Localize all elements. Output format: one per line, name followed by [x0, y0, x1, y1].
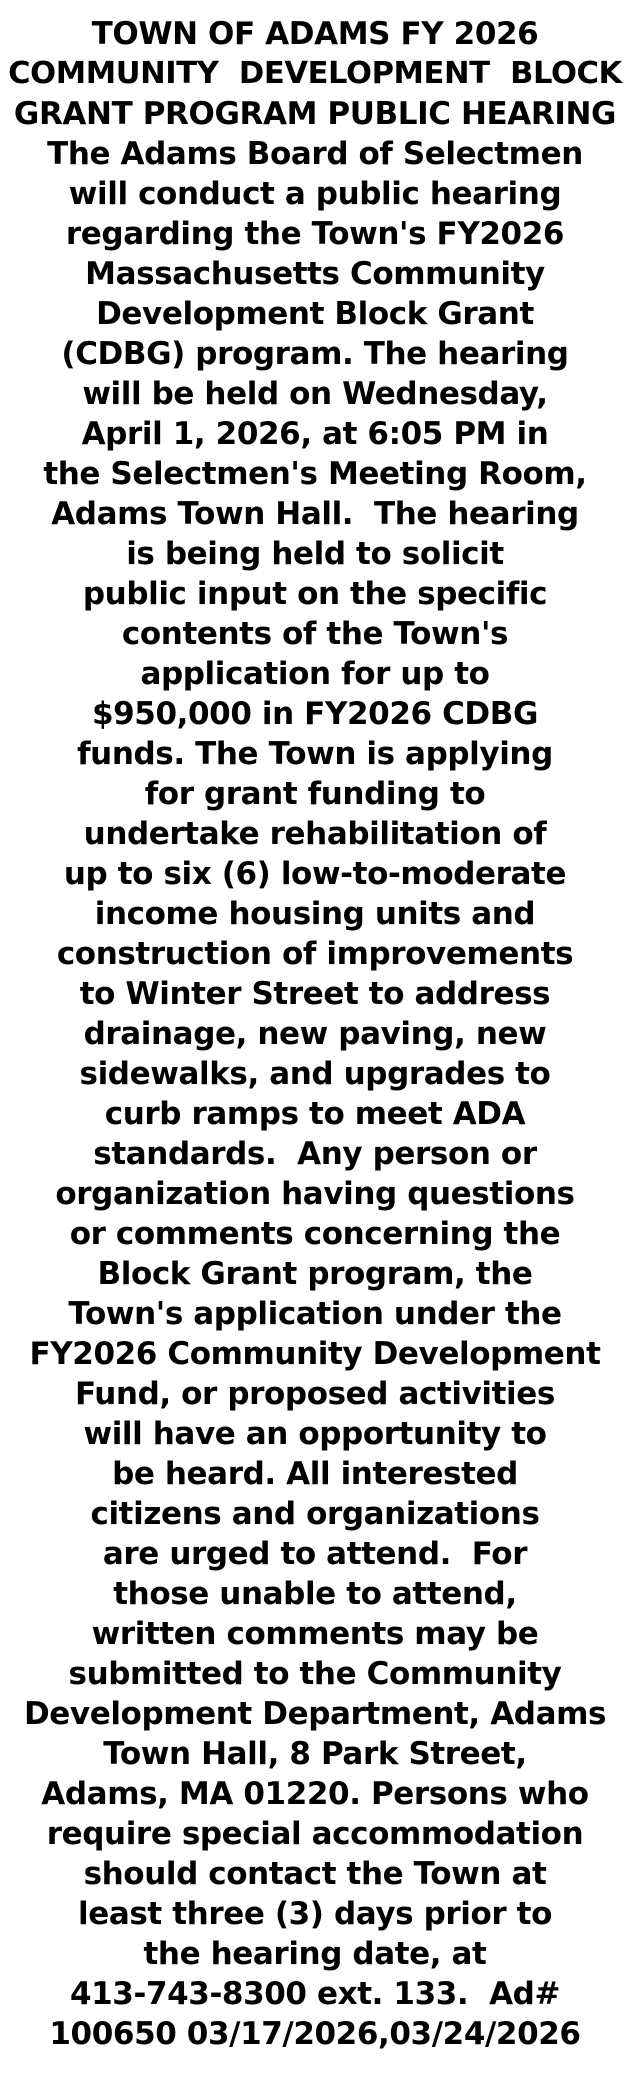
body-line: the Selectmen's Meeting Room,: [43, 456, 587, 492]
title-line: GRANT PROGRAM PUBLIC HEARING: [13, 96, 617, 132]
body-line: funds. The Town is applying: [77, 736, 553, 772]
body-line: standards. Any person or: [93, 1136, 537, 1172]
body-line: citizens and organizations: [90, 1496, 540, 1532]
body-line: up to six (6) low-to-moderate: [63, 856, 567, 892]
body-line: written comments may be: [91, 1616, 539, 1652]
body-line: April 1, 2026, at 6:05 PM in: [81, 416, 549, 452]
title-line: TOWN OF ADAMS FY 2026: [91, 16, 539, 52]
body-line: curb ramps to meet ADA: [104, 1096, 526, 1132]
body-line: to Winter Street to address: [79, 976, 551, 1012]
body-line: organization having questions: [55, 1176, 575, 1212]
body-line: FY2026 Community Development: [29, 1336, 601, 1372]
body-line: The Adams Board of Selectmen: [47, 136, 583, 172]
title-line: COMMUNITY DEVELOPMENT BLOCK: [8, 56, 622, 91]
body-line: 413-743-8300 ext. 133. Ad#: [69, 1976, 561, 2012]
body-line: regarding the Town's FY2026: [65, 216, 565, 252]
body-line: Block Grant program, the: [97, 1256, 533, 1292]
body-line: Development Block Grant: [96, 296, 534, 332]
body-line: Adams, MA 01220. Persons who: [41, 1776, 589, 1812]
body-line: for grant funding to: [144, 776, 486, 812]
body-line: will conduct a public hearing: [68, 176, 562, 212]
body-line: those unable to attend,: [113, 1576, 517, 1612]
body-line: or comments concerning the: [69, 1216, 561, 1252]
body-line: be heard. All interested: [112, 1456, 518, 1492]
body-line: Development Department, Adams: [23, 1696, 607, 1732]
body-line: construction of improvements: [56, 936, 574, 972]
body-line: will be held on Wednesday,: [82, 376, 548, 412]
body-line: the hearing date, at: [143, 1936, 487, 1972]
body-line: is being held to solicit: [126, 536, 504, 572]
body-line: submitted to the Community: [68, 1656, 562, 1692]
body-line: income housing units and: [94, 896, 536, 932]
body-line: are urged to attend. For: [102, 1536, 528, 1572]
body-line: require special accommodation: [46, 1816, 584, 1852]
body-line: sidewalks, and upgrades to: [79, 1056, 551, 1092]
body-line: undertake rehabilitation of: [83, 816, 547, 852]
body-line: least three (3) days prior to: [78, 1896, 552, 1932]
body-line: 100650 03/17/2026,03/24/2026: [49, 2016, 581, 2052]
body-line: (CDBG) program. The hearing: [61, 336, 569, 372]
notice-body: [8, 134, 622, 2054]
body-line: $950,000 in FY2026 CDBG: [91, 696, 539, 732]
body-line: contents of the Town's: [121, 616, 509, 652]
body-line: Adams Town Hall. The hearing: [51, 496, 579, 532]
body-line: will have an opportunity to: [83, 1416, 547, 1452]
body-line: drainage, new paving, new: [83, 1016, 547, 1052]
body-line: public input on the specific: [82, 576, 548, 612]
notice-title: [8, 14, 622, 134]
body-line: Town Hall, 8 Park Street,: [103, 1736, 527, 1772]
body-line: should contact the Town at: [83, 1856, 547, 1892]
body-line: Massachusetts Community: [85, 256, 545, 292]
body-line: Fund, or proposed activities: [75, 1376, 555, 1412]
body-line: application for up to: [140, 656, 490, 692]
body-line: Town's application under the: [68, 1296, 562, 1332]
